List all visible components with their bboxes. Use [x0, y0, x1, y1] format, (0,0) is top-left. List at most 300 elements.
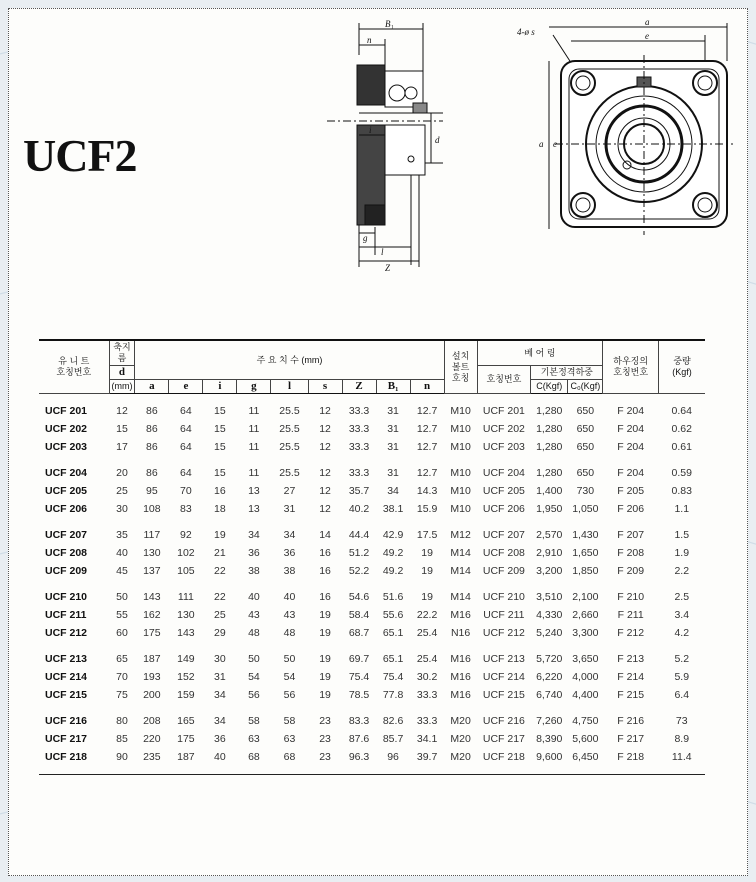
cell-s: 19	[319, 671, 331, 683]
table-row	[39, 500, 705, 518]
header-bearing-no: 호칭번호	[477, 366, 531, 394]
cell-e: 187	[177, 751, 195, 763]
table-row	[39, 686, 705, 704]
cell-i: 21	[214, 547, 226, 559]
cell-z: 58.4	[348, 609, 370, 621]
cell-b1: 77.8	[382, 689, 404, 701]
cell-bearing-no: UCF 201	[482, 405, 525, 417]
cell-l: 63	[283, 733, 296, 745]
cell-load-c0: 650	[576, 441, 595, 453]
cell-g: 50	[248, 653, 260, 665]
cell-weight: 5.2	[674, 653, 690, 665]
cell-model: UCF 209	[45, 565, 88, 577]
cell-z: 44.4	[348, 529, 370, 541]
cell-i: 15	[214, 467, 226, 479]
header-dim-a: a	[135, 380, 169, 394]
cell-model: UCF 214	[45, 671, 88, 683]
cell-l: 25.5	[279, 441, 300, 453]
cell-bearing-no: UCF 209	[482, 565, 525, 577]
cell-model: UCF 205	[45, 485, 88, 497]
cell-load-c0: 6,450	[572, 751, 599, 763]
cell-g: 11	[248, 423, 260, 435]
cell-n: 17.5	[416, 529, 438, 541]
cell-model: UCF 216	[45, 715, 88, 727]
cell-i: 22	[214, 591, 226, 603]
table-row	[39, 588, 705, 606]
cell-bearing-no: UCF 218	[482, 751, 525, 763]
cell-weight: 11.4	[671, 751, 692, 763]
cell-model: UCF 207	[45, 529, 88, 541]
cell-b1: 65.1	[382, 627, 404, 639]
cell-i: 15	[214, 405, 226, 417]
cell-e: 64	[180, 405, 192, 417]
group-spacer	[39, 704, 705, 712]
cell-z: 33.3	[348, 423, 370, 435]
cell-shaft-d: 12	[116, 405, 128, 417]
group-spacer	[39, 580, 705, 588]
cell-s: 23	[319, 715, 331, 727]
cell-bearing-no: UCF 214	[482, 671, 525, 683]
cell-shaft-d: 60	[116, 627, 128, 639]
table-row	[39, 748, 705, 766]
cell-load-c: 1,950	[536, 503, 563, 515]
cell-b1: 49.2	[382, 547, 404, 559]
cell-bolt: M10	[450, 441, 471, 453]
cell-n: 22.2	[416, 609, 438, 621]
header-dim-g: g	[237, 380, 271, 394]
cell-z: 69.7	[348, 653, 370, 665]
cell-load-c0: 3,650	[572, 653, 599, 665]
cell-s: 19	[319, 653, 331, 665]
spec-table	[39, 339, 705, 775]
cell-load-c0: 1,850	[572, 565, 599, 577]
cell-weight: 0.59	[671, 467, 692, 479]
cell-bearing-no: UCF 205	[482, 485, 525, 497]
cell-bearing-no: UCF 208	[482, 547, 525, 559]
cell-a: 108	[143, 503, 161, 515]
cell-s: 12	[319, 503, 331, 515]
cell-bearing-no: UCF 211	[483, 609, 525, 621]
dim-label-a-top: a	[645, 17, 650, 27]
cell-shaft-d: 50	[116, 591, 128, 603]
cell-bolt: M14	[450, 565, 471, 577]
cell-shaft-d: 40	[116, 547, 128, 559]
cell-n: 12.7	[416, 467, 438, 479]
cell-e: 149	[177, 653, 195, 665]
table-row	[39, 606, 705, 624]
cell-s: 19	[319, 627, 331, 639]
table-row	[39, 544, 705, 562]
table-row	[39, 402, 705, 420]
cell-s: 12	[319, 441, 331, 453]
cell-housing-no: F 208	[617, 547, 645, 559]
cell-s: 19	[319, 609, 331, 621]
dim-label-e-left: e	[553, 139, 557, 149]
cell-g: 48	[248, 627, 260, 639]
table-end-cell	[39, 766, 705, 775]
cell-l: 27	[283, 485, 296, 497]
cell-bearing-no: UCF 210	[482, 591, 525, 603]
cell-bearing-no: UCF 212	[482, 627, 525, 639]
cell-b1: 82.6	[382, 715, 404, 727]
cell-load-c0: 1,050	[572, 503, 599, 515]
cell-z: 52.2	[348, 565, 370, 577]
cell-i: 16	[214, 485, 226, 497]
cell-i: 25	[214, 609, 226, 621]
cell-s: 19	[319, 689, 331, 701]
spec-table-header	[39, 340, 705, 394]
cell-model: UCF 217	[45, 733, 88, 745]
cell-weight: 1.1	[674, 503, 690, 515]
cell-bolt: M12	[450, 529, 471, 541]
cell-load-c: 3,200	[536, 565, 563, 577]
cell-shaft-d: 55	[116, 609, 128, 621]
cell-a: 193	[143, 671, 161, 683]
cell-a: 86	[146, 467, 158, 479]
cell-z: 33.3	[348, 405, 370, 417]
cell-shaft-d: 85	[116, 733, 128, 745]
cell-i: 34	[214, 715, 226, 727]
cell-weight: 4.2	[674, 627, 690, 639]
header-load-c: C(Kgf)	[531, 380, 568, 394]
cell-weight: 2.5	[674, 591, 690, 603]
cell-z: 33.3	[348, 441, 370, 453]
cell-a: 95	[146, 485, 158, 497]
cell-weight: 3.4	[674, 609, 690, 621]
cell-housing-no: F 212	[617, 627, 645, 639]
table-row	[39, 438, 705, 456]
cell-model: UCF 218	[45, 751, 88, 763]
cell-b1: 85.7	[382, 733, 404, 745]
cell-a: 220	[143, 733, 161, 745]
cell-weight: 8.9	[674, 733, 690, 745]
cell-b1: 31	[387, 441, 399, 453]
cell-load-c: 1,280	[536, 423, 563, 435]
dim-label-holes: 4-ø s	[517, 27, 535, 37]
cell-a: 86	[146, 405, 158, 417]
dim-label-b1: B₁	[385, 19, 394, 29]
cell-load-c0: 4,750	[572, 715, 599, 727]
cell-a: 130	[143, 547, 161, 559]
cell-a: 187	[143, 653, 161, 665]
group-spacer	[39, 394, 705, 403]
group-spacer-cell	[39, 704, 705, 712]
cell-b1: 31	[387, 405, 399, 417]
cell-e: 143	[177, 627, 195, 639]
cell-n: 25.4	[416, 653, 438, 665]
group-spacer-cell	[39, 456, 705, 464]
cell-n: 15.9	[416, 503, 438, 515]
dim-label-e-top: e	[645, 31, 649, 41]
cell-a: 86	[146, 423, 158, 435]
cell-z: 54.6	[348, 591, 370, 603]
cell-g: 36	[248, 547, 260, 559]
cell-bearing-no: UCF 207	[482, 529, 525, 541]
cell-n: 33.3	[416, 715, 438, 727]
cell-load-c: 5,240	[536, 627, 563, 639]
header-dim-i: i	[203, 380, 237, 394]
cell-bolt: N16	[450, 627, 471, 639]
cell-i: 30	[214, 653, 226, 665]
cell-g: 34	[248, 529, 260, 541]
header-load-c0: C₀(Kgf)	[568, 380, 603, 394]
cell-bearing-no: UCF 215	[482, 689, 525, 701]
cell-bolt: M10	[450, 423, 471, 435]
cell-e: 175	[177, 733, 195, 745]
cell-model: UCF 210	[45, 591, 88, 603]
cell-load-c0: 2,660	[572, 609, 599, 621]
cell-e: 105	[177, 565, 195, 577]
dim-label-g: g	[363, 233, 368, 243]
header-weight: 중량 (Kgf)	[659, 340, 705, 394]
cell-s: 12	[319, 467, 331, 479]
header-dim-z: Z	[342, 380, 376, 394]
cell-load-c: 6,740	[536, 689, 563, 701]
cell-housing-no: F 206	[617, 503, 645, 515]
cell-n: 19	[421, 565, 433, 577]
cell-bolt: M16	[450, 689, 471, 701]
table-row	[39, 650, 705, 668]
cell-g: 38	[248, 565, 260, 577]
cell-housing-no: F 210	[617, 591, 645, 603]
cell-bearing-no: UCF 217	[482, 733, 525, 745]
cell-n: 34.1	[416, 733, 438, 745]
front-view-drawing	[509, 15, 734, 245]
cell-g: 43	[248, 609, 260, 621]
side-view-drawing	[319, 15, 449, 275]
cell-i: 40	[214, 751, 226, 763]
cell-a: 117	[143, 529, 161, 541]
cell-l: 54	[283, 671, 296, 683]
cell-shaft-d: 30	[116, 503, 128, 515]
cell-l: 36	[283, 547, 296, 559]
table-row	[39, 624, 705, 642]
cell-n: 30.2	[416, 671, 438, 683]
cell-b1: 31	[387, 423, 399, 435]
cell-l: 34	[283, 529, 296, 541]
cell-z: 51.2	[348, 547, 370, 559]
cell-s: 12	[319, 485, 331, 497]
header-bolt: 설치 볼트 호칭	[444, 340, 477, 394]
cell-i: 31	[214, 671, 226, 683]
cell-weight: 0.83	[671, 485, 692, 497]
cell-a: 162	[143, 609, 161, 621]
cell-s: 16	[319, 547, 331, 559]
cell-l: 25.5	[279, 467, 300, 479]
cell-shaft-d: 75	[116, 689, 128, 701]
cell-shaft-d: 15	[116, 423, 128, 435]
cell-z: 83.3	[348, 715, 370, 727]
table-row	[39, 420, 705, 438]
cell-shaft-d: 17	[116, 441, 128, 453]
dim-label-a-left: a	[539, 139, 544, 149]
cell-housing-no: F 209	[617, 565, 645, 577]
cell-g: 11	[248, 405, 260, 417]
header-shaft-dia: 축지름	[109, 340, 135, 366]
cell-housing-no: F 218	[617, 751, 645, 763]
cell-b1: 51.6	[382, 591, 404, 603]
cell-bolt: M20	[450, 715, 471, 727]
group-spacer-cell	[39, 518, 705, 526]
dim-label-l: l	[381, 247, 384, 257]
table-row	[39, 562, 705, 580]
cell-weight: 2.2	[674, 565, 690, 577]
spec-sheet	[8, 8, 748, 876]
cell-bearing-no: UCF 204	[482, 467, 525, 479]
cell-s: 12	[319, 423, 331, 435]
cell-a: 175	[143, 627, 161, 639]
cell-model: UCF 213	[45, 653, 88, 665]
cell-z: 78.5	[348, 689, 370, 701]
cell-l: 68	[283, 751, 296, 763]
cell-model: UCF 206	[45, 503, 88, 515]
cell-l: 48	[283, 627, 296, 639]
cell-load-c: 2,910	[536, 547, 563, 559]
cell-shaft-d: 20	[116, 467, 128, 479]
cell-b1: 75.4	[382, 671, 404, 683]
cell-model: UCF 208	[45, 547, 88, 559]
cell-bolt: M10	[450, 503, 471, 515]
cell-n: 33.3	[416, 689, 438, 701]
cell-bolt: M16	[450, 653, 471, 665]
cell-load-c0: 650	[576, 467, 595, 479]
cell-model: UCF 211	[45, 609, 87, 621]
cell-bearing-no: UCF 202	[482, 423, 525, 435]
cell-i: 18	[214, 503, 226, 515]
cell-s: 23	[319, 751, 331, 763]
cell-i: 29	[214, 627, 226, 639]
cell-e: 70	[180, 485, 192, 497]
cell-weight: 1.5	[674, 529, 690, 541]
cell-b1: 38.1	[382, 503, 404, 515]
cell-bolt: M10	[450, 485, 471, 497]
cell-a: 200	[143, 689, 161, 701]
cell-e: 111	[177, 591, 194, 603]
cell-n: 19	[421, 547, 433, 559]
group-spacer	[39, 642, 705, 650]
cell-model: UCF 203	[45, 441, 88, 453]
cell-weight: 73	[675, 715, 688, 727]
cell-n: 12.7	[416, 423, 438, 435]
cell-model: UCF 204	[45, 467, 88, 479]
cell-shaft-d: 80	[116, 715, 128, 727]
cell-a: 208	[143, 715, 161, 727]
header-dim-n: n	[410, 380, 444, 394]
table-row	[39, 712, 705, 730]
cell-g: 56	[248, 689, 260, 701]
cell-load-c0: 2,100	[572, 591, 599, 603]
cell-weight: 1.9	[674, 547, 690, 559]
cell-shaft-d: 70	[116, 671, 128, 683]
cell-weight: 0.61	[671, 441, 692, 453]
cell-g: 13	[248, 503, 260, 515]
cell-load-c0: 1,650	[572, 547, 599, 559]
cell-model: UCF 212	[45, 627, 88, 639]
cell-load-c: 6,220	[536, 671, 563, 683]
cell-l: 31	[283, 503, 296, 515]
cell-housing-no: F 215	[617, 689, 645, 701]
cell-b1: 31	[387, 467, 399, 479]
cell-load-c: 5,720	[536, 653, 563, 665]
cell-bolt: M16	[450, 609, 471, 621]
cell-model: UCF 215	[45, 689, 88, 701]
cell-n: 12.7	[416, 405, 438, 417]
cell-a: 235	[143, 751, 161, 763]
spec-table-body	[39, 394, 705, 775]
table-row	[39, 526, 705, 544]
table-row	[39, 482, 705, 500]
dim-label-n: n	[367, 35, 372, 45]
header-housing: 하우징의 호칭번호	[603, 340, 659, 394]
cell-bearing-no: UCF 206	[482, 503, 525, 515]
cell-e: 83	[180, 503, 192, 515]
cell-bolt: M14	[450, 547, 471, 559]
cell-g: 54	[248, 671, 260, 683]
cell-n: 25.4	[416, 627, 438, 639]
cell-bolt: M16	[450, 671, 471, 683]
cell-shaft-d: 35	[116, 529, 128, 541]
cell-a: 86	[146, 441, 158, 453]
header-dim-s: s	[308, 380, 342, 394]
group-spacer	[39, 456, 705, 464]
cell-bolt: M20	[450, 733, 471, 745]
cell-z: 96.3	[348, 751, 370, 763]
header-dim-e: e	[169, 380, 203, 394]
cell-n: 14.3	[416, 485, 438, 497]
header-dim-b1: B₁	[376, 380, 410, 394]
cell-load-c: 1,400	[536, 485, 563, 497]
cell-load-c: 7,260	[536, 715, 563, 727]
cell-i: 15	[214, 441, 226, 453]
cell-bearing-no: UCF 213	[482, 653, 525, 665]
cell-housing-no: F 205	[617, 485, 645, 497]
cell-bolt: M10	[450, 467, 471, 479]
cell-housing-no: F 204	[617, 441, 645, 453]
cell-load-c0: 4,400	[572, 689, 599, 701]
header-shaft-unit: (mm)	[109, 380, 135, 394]
cell-model: UCF 202	[45, 423, 88, 435]
cell-e: 152	[177, 671, 195, 683]
cell-load-c0: 1,430	[572, 529, 599, 541]
header-bearing: 베 어 링	[477, 340, 603, 366]
cell-g: 40	[248, 591, 260, 603]
table-row	[39, 730, 705, 748]
cell-g: 11	[248, 467, 260, 479]
cell-s: 16	[319, 591, 331, 603]
cell-l: 43	[283, 609, 296, 621]
cell-b1: 34	[387, 485, 399, 497]
cell-load-c: 4,330	[536, 609, 563, 621]
cell-l: 38	[283, 565, 296, 577]
cell-i: 34	[214, 689, 226, 701]
cell-housing-no: F 207	[617, 529, 645, 541]
cell-weight: 6.4	[674, 689, 690, 701]
cell-z: 40.2	[348, 503, 370, 515]
cell-b1: 42.9	[382, 529, 404, 541]
cell-load-c: 9,600	[536, 751, 563, 763]
cell-i: 15	[214, 423, 226, 435]
cell-shaft-d: 45	[116, 565, 128, 577]
cell-load-c: 8,390	[536, 733, 563, 745]
cell-s: 23	[319, 733, 331, 745]
cell-b1: 49.2	[382, 565, 404, 577]
cell-n: 19	[421, 591, 433, 603]
group-spacer-cell	[39, 394, 705, 403]
cell-shaft-d: 25	[116, 485, 128, 497]
cell-housing-no: F 211	[617, 609, 644, 621]
cell-i: 36	[214, 733, 226, 745]
cell-l: 25.5	[279, 423, 300, 435]
